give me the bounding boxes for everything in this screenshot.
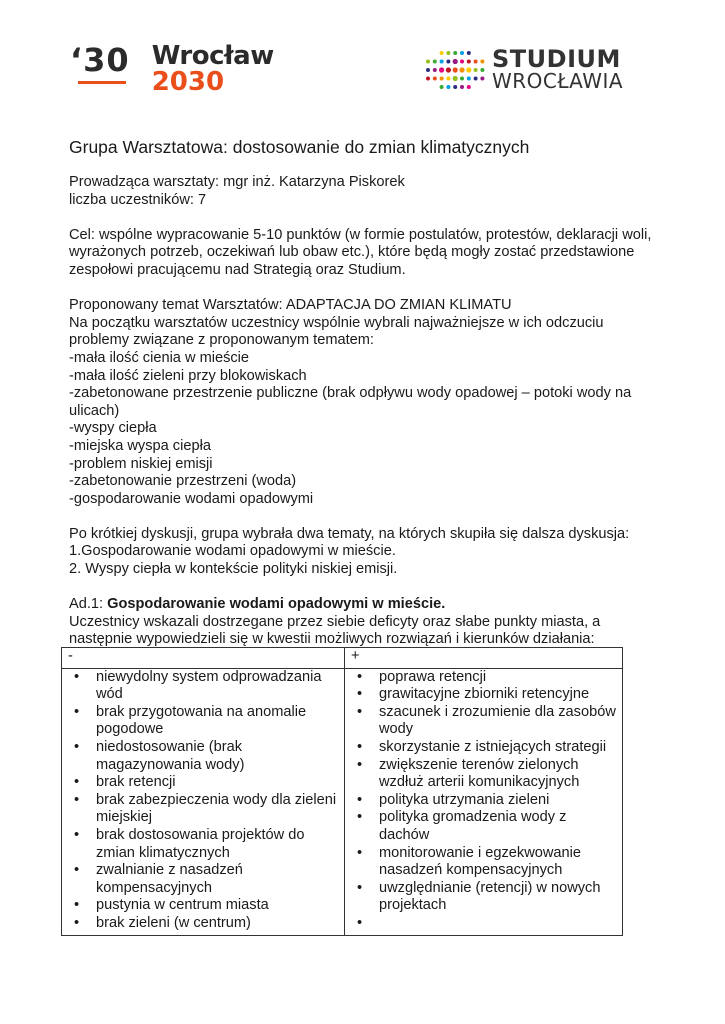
logo-wroclawia: WROCŁAWIA	[492, 69, 624, 93]
topic-line: Proponowany temat Warsztatów: ADAPTACJA DO ZMIAN KLIMATU	[69, 297, 512, 314]
minus-item: • brak zabezpieczenia wody dla zieleni miejskiej	[68, 792, 338, 827]
minus-item: • niedostosowanie (brak magazynowania wody)	[68, 739, 338, 774]
minus-item: • brak przygotowania na anomalie pogodowe	[68, 704, 338, 739]
problem-item: -gospodarowanie wodami opadowymi	[69, 490, 314, 507]
logo-dot	[480, 68, 484, 72]
page-title: Grupa Warsztatowa: dostosowanie do zmian klimatycznych	[69, 137, 530, 157]
logo-city-year: 2030	[151, 67, 225, 97]
logo-dot	[446, 67, 451, 72]
page-header	[0, 0, 725, 120]
problem-item: -wyspy ciepła	[69, 420, 157, 437]
problem-item: -miejska wyspa ciepła	[69, 437, 211, 454]
logo-dot	[446, 51, 450, 55]
logo-dot	[453, 59, 458, 64]
logo-dot	[433, 60, 437, 64]
logo-dot	[433, 77, 437, 81]
logo-30-mark: ‘30	[70, 44, 130, 84]
logo-dot	[467, 85, 471, 89]
logo-dot	[453, 67, 458, 72]
ad1-title: Gospodarowanie wodami opadowymi w mieście.	[107, 596, 446, 613]
logo-dot	[466, 67, 471, 72]
problem-item: -mała ilość zieleni przy blokowiskach	[69, 367, 307, 384]
logo-dot	[440, 60, 444, 64]
logo-dot	[426, 77, 430, 81]
minus-header: -	[62, 648, 345, 669]
logo-dot	[440, 77, 444, 81]
problem-item: -zabetonowanie przestrzeni (woda)	[69, 473, 297, 490]
pros-cons-table	[61, 647, 623, 936]
minus-item: • brak zieleni (w centrum)	[68, 915, 338, 933]
logo-dot	[467, 60, 471, 64]
plus-column	[345, 668, 623, 935]
logo-dot	[453, 76, 458, 81]
plus-header: +	[345, 648, 623, 669]
participants-line: liczba uczestników: 7	[69, 191, 207, 208]
plus-item: • grawitacyjne zbiorniki retencyjne	[351, 686, 616, 704]
wroclaw-2030-logo	[70, 41, 274, 97]
logo-dot	[467, 51, 471, 55]
logo-dot	[474, 77, 478, 81]
goal-paragraph: Cel: wspólne wypracowanie 5-10 punktów (w formie postulatów, protestów, deklaracji woli, wyrażonych potrzeb, oczekiwań lub obaw etc.), które będą mogły zostać przedstawione zespołowi pracującemu nad Strategią oraz Studium.	[69, 226, 652, 278]
logo-dot	[480, 77, 484, 81]
plus-item: • polityka utrzymania zieleni	[351, 792, 616, 810]
logo-dot	[459, 67, 464, 72]
chosen-topic: 2. Wyspy ciepła w kontekście polityki niskiej emisji.	[69, 561, 398, 578]
plus-item: • skorzystanie z istniejących strategii	[351, 739, 616, 757]
minus-item: • zwalnianie z nasadzeń kompensacyjnych	[68, 862, 338, 897]
logo-dot	[446, 60, 450, 64]
logo-dot	[474, 60, 478, 64]
discussion-intro: Po krótkiej dyskusji, grupa wybrała dwa tematy, na których skupiła się dalsza dyskusja:	[69, 525, 630, 542]
problem-item: -zabetonowane przestrzenie publiczne (brak odpływu wody opadowej – potoki wody na ulicach)	[69, 385, 632, 419]
logo-city-text	[151, 41, 274, 97]
logo-city-name: Wrocław	[151, 41, 274, 71]
minus-item: • brak dostosowania projektów do zmian klimatycznych	[68, 827, 338, 862]
leader-line: Prowadząca warsztaty: mgr inż. Katarzyna Piskorek	[69, 174, 405, 190]
logo-dot	[439, 67, 444, 72]
logo-underline	[78, 81, 126, 84]
logo-dot	[453, 51, 457, 55]
minus-item: • pustynia w centrum miasta	[68, 897, 338, 915]
plus-item: • poprawa retencji	[351, 669, 616, 687]
minus-item: • brak retencji	[68, 774, 338, 792]
logo-dot	[440, 51, 444, 55]
logo-dot	[480, 60, 484, 64]
logo-dot	[453, 85, 457, 89]
plus-item-empty	[351, 915, 616, 933]
logo-dot	[460, 85, 464, 89]
studium-logo-text	[492, 45, 624, 93]
plus-item: • polityka gromadzenia wody z dachów	[351, 809, 616, 844]
plus-item: • uwzględnianie (retencji) w nowych projektach	[351, 880, 616, 915]
problem-item: -mała ilość cienia w mieście	[69, 349, 250, 366]
plus-item: • monitorowanie i egzekwowanie nasadzeń kompensacyjnych	[351, 845, 616, 880]
logo-dot	[440, 85, 444, 89]
plus-item: • zwiększenie terenów zielonych wzdłuż arterii komunikacyjnych	[351, 757, 616, 792]
ad1-intro: Uczestnicy wskazali dostrzegane przez siebie deficyty oraz słabe punkty miasta, a następnie wypowiedzieli się w kwestii możliwych rozwiązań i kierunków działania:	[69, 613, 601, 648]
logo-dot	[460, 51, 464, 55]
logo-dot	[433, 68, 437, 72]
logo-dot	[467, 77, 471, 81]
logo-dot	[426, 60, 430, 64]
minus-column	[62, 668, 345, 935]
logo-dot	[460, 60, 464, 64]
logo-dot	[446, 77, 450, 81]
logo-dot	[446, 85, 450, 89]
logo-studium: STUDIUM	[492, 45, 621, 73]
colored-dots-icon	[424, 48, 486, 92]
problem-item: -problem niskiej emisji	[69, 455, 213, 472]
logo-dot	[460, 77, 464, 81]
ad1-prefix: Ad.1:	[69, 596, 108, 613]
document-body	[69, 136, 659, 649]
logo-dot	[474, 68, 478, 72]
topic-intro: Na początku warsztatów uczestnicy wspólnie wybrali najważniejsze w ich odczuciu problemy związane z proponowanym tematem:	[69, 314, 604, 349]
ad1-heading	[69, 596, 659, 614]
minus-item: • niewydolny system odprowadzania wód	[68, 669, 338, 704]
chosen-topic: 1.Gospodarowanie wodami opadowymi w mieście.	[69, 543, 396, 560]
studium-wroclawia-logo	[424, 45, 624, 93]
plus-item: • szacunek i zrozumienie dla zasobów wody	[351, 704, 616, 739]
logo-dot	[426, 68, 430, 72]
